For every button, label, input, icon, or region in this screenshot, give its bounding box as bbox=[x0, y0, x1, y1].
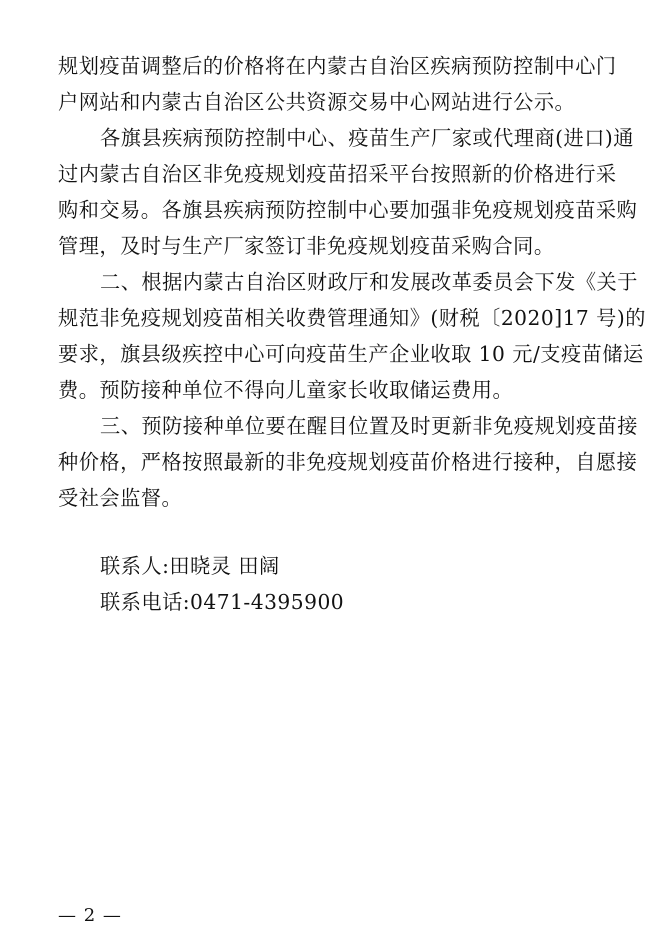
paragraph-2-line-1: 各旗县疾病预防控制中心、疫苗生产厂家或代理商(进口)通 bbox=[100, 126, 634, 150]
paragraph-4-line-1: 三、预防接种单位要在醒目位置及时更新非免疫规划疫苗接 bbox=[100, 414, 638, 438]
paragraph-2-line-2: 过内蒙古自治区非免疫规划疫苗招采平台按照新的价格进行采 bbox=[58, 162, 617, 186]
page-number: — 2 — bbox=[58, 905, 122, 926]
paragraph-1-line-1: 规划疫苗调整后的价格将在内蒙古自治区疾病预防控制中心门 bbox=[58, 54, 617, 78]
contact-phone: 联系电话:0471-4395900 bbox=[100, 590, 345, 614]
paragraph-4-line-3: 受社会监督。 bbox=[58, 486, 183, 510]
paragraph-2-line-3: 购和交易。各旗县疾病预防控制中心要加强非免疫规划疫苗采购 bbox=[58, 198, 638, 222]
paragraph-1-line-2: 户网站和内蒙古自治区公共资源交易中心网站进行公示。 bbox=[58, 90, 576, 114]
paragraph-4-line-2: 种价格，严格按照最新的非免疫规划疫苗价格进行接种，自愿接 bbox=[58, 450, 638, 474]
paragraph-3-line-4: 费。预防接种单位不得向儿童家长收取储运费用。 bbox=[58, 378, 514, 402]
paragraph-2-line-4: 管理，及时与生产厂家签订非免疫规划疫苗采购合同。 bbox=[58, 234, 555, 258]
contact-person: 联系人:田晓灵 田阔 bbox=[100, 554, 280, 578]
paragraph-3-line-2: 规范非免疫规划疫苗相关收费管理通知》(财税〔2020]17 号)的 bbox=[58, 306, 646, 330]
paragraph-3-line-3: 要求，旗县级疾控中心可向疫苗生产企业收取 10 元/支疫苗储运 bbox=[58, 342, 644, 366]
paragraph-3-line-1: 二、根据内蒙古自治区财政厅和发展改革委员会下发《关于 bbox=[100, 270, 638, 294]
